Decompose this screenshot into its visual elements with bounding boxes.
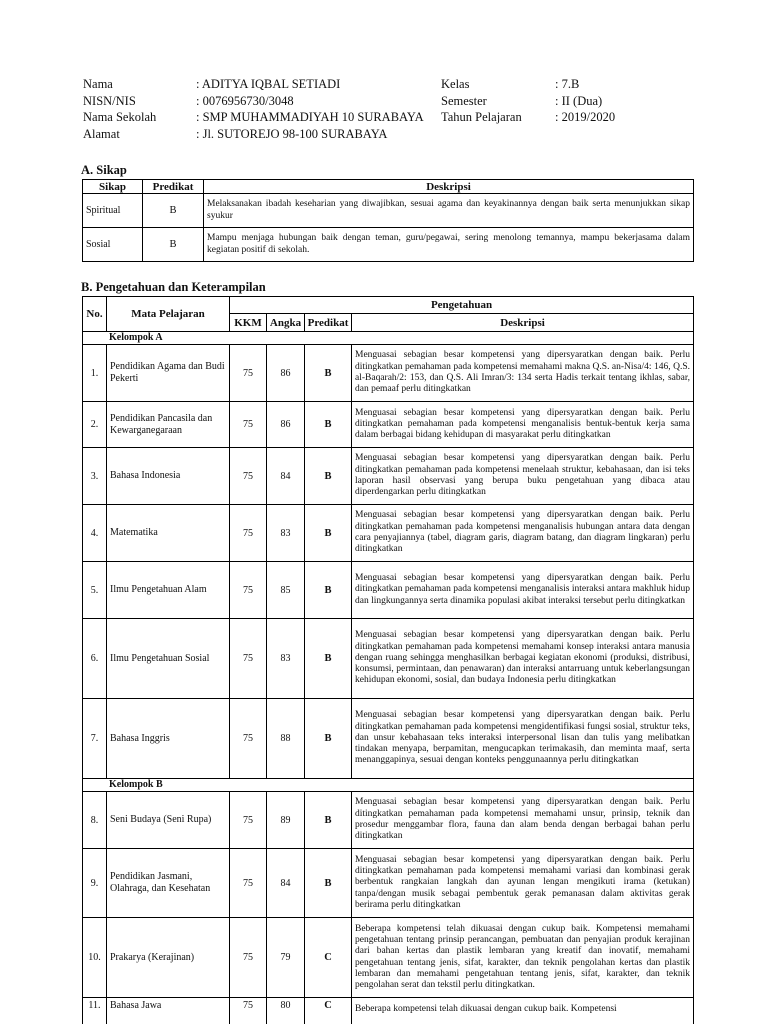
row-score: 85 — [267, 562, 305, 619]
row-kkm: 75 — [230, 849, 267, 918]
semester-label: Semester — [441, 93, 487, 108]
school-value: : SMP MUHAMMADIYAH 10 SURABAYA — [196, 110, 424, 124]
row-predicate: B — [305, 448, 352, 505]
row-kkm: 75 — [230, 619, 267, 699]
row-no: 4. — [83, 505, 107, 562]
row-predicate: B — [305, 792, 352, 849]
info-row-address — [83, 126, 615, 143]
row-score: 83 — [267, 505, 305, 562]
row-kkm: 75 — [230, 402, 267, 448]
header-description: Deskripsi — [352, 314, 694, 332]
row-no: 3. — [83, 448, 107, 505]
group-row — [83, 779, 694, 792]
table-row — [83, 345, 694, 402]
sikap-predicate: B — [143, 228, 204, 262]
row-subject: Matematika — [107, 505, 230, 562]
sikap-header-predicate: Predikat — [143, 180, 204, 194]
row-kkm: 75 — [230, 345, 267, 402]
row-score: 86 — [267, 402, 305, 448]
row-kkm: 75 — [230, 562, 267, 619]
row-no: 1. — [83, 345, 107, 402]
row-subject: Bahasa Indonesia — [107, 448, 230, 505]
row-kkm: 75 — [230, 998, 267, 1024]
row-score: 79 — [267, 918, 305, 998]
sikap-header-row — [83, 180, 694, 194]
row-kkm: 75 — [230, 448, 267, 505]
header-no: No. — [83, 297, 107, 332]
header-predicate: Predikat — [305, 314, 352, 332]
table-row — [83, 562, 694, 619]
row-predicate: B — [305, 619, 352, 699]
row-subject: Seni Budaya (Seni Rupa) — [107, 792, 230, 849]
row-predicate: C — [305, 918, 352, 998]
sikap-description: Mampu menjaga hubungan baik dengan teman, guru/pegawai, sering menolong temannya, mampu bekerjasama dalam kegiatan positif di sekolah. — [204, 228, 694, 262]
row-subject: Ilmu Pengetahuan Alam — [107, 562, 230, 619]
row-predicate: B — [305, 562, 352, 619]
sikap-header-description: Deskripsi — [204, 180, 694, 194]
row-score: 84 — [267, 448, 305, 505]
address-label: Alamat — [83, 126, 120, 141]
row-subject: Pendidikan Jasmani, Olahraga, dan Kesehatan — [107, 849, 230, 918]
table-row — [83, 448, 694, 505]
row-predicate: B — [305, 505, 352, 562]
sikap-predicate: B — [143, 194, 204, 228]
group-b-label: Kelompok B — [83, 779, 694, 792]
year-label: Tahun Pelajaran — [441, 110, 522, 124]
row-description: Menguasai sebagian besar kompetensi yang dipersyaratkan dengan baik. Perlu ditingkatkan pemahaman pada kompetensi memahami makna Q.S. an-Nisa/4: 146, Q.S. al-Baqarah/2: 153, dan Q.S. Ali Imran/3: 134 serta Hadis terkait tentang ikhlas, sabar, dan pemaaf perlu ditingkatkan — [352, 345, 694, 402]
knowledge-table — [82, 296, 694, 1024]
table-row — [83, 849, 694, 918]
row-description: Menguasai sebagian besar kompetensi yang dipersyaratkan dengan baik. Perlu ditingkatkan pemahaman pada kompetensi memahami konsep interaksi antara manusia dengan ruang sehingga menghasilkan berbagai kegiatan ekonomi (produksi, distribusi, konsumsi, permintaan, dan penawaran) dan interaksi antarruang untuk keberlangsungan kehidupan ekonomi, sosial, dan budaya Indonesia perlu ditingkatkan — [352, 619, 694, 699]
student-info — [83, 76, 615, 142]
row-description: Menguasai sebagian besar kompetensi yang dipersyaratkan dengan baik. Perlu ditingkatkan pemahaman pada kompetensi menelaah struktur, kebahasaan, dan isi teks laporan hasil observasi yang berupa buku pengetahuan yang dibaca atau diperdengarkan perlu ditingkatkan — [352, 448, 694, 505]
table-row — [83, 505, 694, 562]
row-score: 89 — [267, 792, 305, 849]
year-value: : 2019/2020 — [555, 110, 616, 124]
info-row-name — [83, 76, 615, 93]
name-value: : ADITYA IQBAL SETIADI — [196, 77, 341, 91]
row-predicate: C — [305, 998, 352, 1024]
row-subject: Prakarya (Kerajinan) — [107, 918, 230, 998]
row-score: 84 — [267, 849, 305, 918]
row-kkm: 75 — [230, 505, 267, 562]
row-description: Menguasai sebagian besar kompetensi yang dipersyaratkan dengan baik. Perlu ditingkatkan pemahaman pada kompetensi memahami unsur, prinsip, teknik dan prosedur menggambar flora, fauna dan alam benda dengan berbagai bahan perlu ditingkatkan — [352, 792, 694, 849]
class-value: : 7.B — [555, 77, 580, 91]
address-value: : Jl. SUTOREJO 98-100 SURABAYA — [196, 126, 388, 141]
sikap-description: Melaksanakan ibadah keseharian yang diwajibkan, sesuai agama dan keyakinannya dengan baik serta menunjukkan sikap syukur — [204, 194, 694, 228]
info-row-nisn — [83, 93, 615, 110]
sikap-table — [82, 179, 694, 262]
table-row — [83, 918, 694, 998]
header-score: Angka — [267, 314, 305, 332]
knowledge-section-title: B. Pengetahuan dan Keterampilan — [81, 280, 266, 294]
row-description: Menguasai sebagian besar kompetensi yang dipersyaratkan dengan baik. Perlu ditingkatkan pemahaman pada kompetensi menganalisis hubungan antara data dengan cara penyajiannya (tabel, diagram garis, diagram batang, dan diagram lingkaran) perlu ditingkatkan — [352, 505, 694, 562]
row-description: Beberapa kompetensi telah dikuasai dengan cukup baik. Kompetensi memahami pengetahuan tentang prinsip perancangan, pembuatan dan penyajian produk kerajinan dari bahan kertas dan plastik lembaran yang kreatif dan inovatif, memahami pengetahuan tentang jenis, sifat, karakter, dan teknik pengolahan kertas dan plastik lembaran dan memahami pengetahuan tentang jenis, sifat, karakter, dan teknik pengolahan serat dan tekstil perlu ditingkatkan. — [352, 918, 694, 998]
semester-value: : II (Dua) — [555, 93, 603, 108]
table-row — [83, 998, 694, 1024]
info-row-school — [83, 109, 615, 126]
sikap-aspect: Spiritual — [83, 194, 143, 228]
row-kkm: 75 — [230, 699, 267, 779]
row-subject: Pendidikan Agama dan Budi Pekerti — [107, 345, 230, 402]
row-subject: Bahasa Jawa — [107, 998, 230, 1024]
row-no: 11. — [83, 998, 107, 1024]
group-a-label: Kelompok A — [83, 332, 694, 345]
row-score: 80 — [267, 998, 305, 1024]
table-row — [83, 699, 694, 779]
knowledge-header-row — [83, 297, 694, 314]
row-no: 8. — [83, 792, 107, 849]
row-no: 9. — [83, 849, 107, 918]
row-no: 6. — [83, 619, 107, 699]
table-row — [83, 792, 694, 849]
row-predicate: B — [305, 345, 352, 402]
header-knowledge-group: Pengetahuan — [230, 297, 694, 314]
row-no: 7. — [83, 699, 107, 779]
sikap-row — [83, 194, 694, 228]
row-no: 5. — [83, 562, 107, 619]
sikap-row — [83, 228, 694, 262]
header-subject: Mata Pelajaran — [107, 297, 230, 332]
row-score: 83 — [267, 619, 305, 699]
row-no: 10. — [83, 918, 107, 998]
row-description: Menguasai sebagian besar kompetensi yang dipersyaratkan dengan baik. Perlu ditingkatkan pemahaman pada kompetensi mengidentifikasi fungsi sosial, struktur teks, dan unsur kebahasaan teks interaksi interpersonal lisan dan tulis yang melibatkan tindakan menyapa, berpamitan, mengucapkan terimakasih, dan meminta maaf, serta menanggapinya, sesuai dengan konteks penggunaannya perlu ditingkatkan — [352, 699, 694, 779]
name-label: Nama — [83, 77, 113, 91]
nisn-value: : 0076956730/3048 — [196, 93, 294, 108]
row-predicate: B — [305, 402, 352, 448]
sikap-header-aspect: Sikap — [83, 180, 143, 194]
row-predicate: B — [305, 699, 352, 779]
group-row — [83, 332, 694, 345]
school-label: Nama Sekolah — [83, 110, 157, 124]
table-row — [83, 619, 694, 699]
row-description: Menguasai sebagian besar kompetensi yang dipersyaratkan dengan baik. Perlu ditingkatkan pemahaman pada kompetensi menganalisis interaksi antara makhluk hidup dan lingkungannya serta dinamika populasi akibat interaksi tersebut perlu ditingkatkan — [352, 562, 694, 619]
row-description: Menguasai sebagian besar kompetensi yang dipersyaratkan dengan baik. Perlu ditingkatkan pemahaman pada kompetensi memahami variasi dan kombinasi gerak berbentuk rangkaian langkah dan ayunan lengan mengikuti irama (ketukan) tanpa/dengan musik sebagai pembentuk gerak pemanasan dalam aktivitas gerak berirama perlu ditingkatkan — [352, 849, 694, 918]
sikap-section-title: A. Sikap — [81, 163, 127, 177]
row-kkm: 75 — [230, 792, 267, 849]
row-score: 88 — [267, 699, 305, 779]
row-subject: Pendidikan Pancasila dan Kewarganegaraan — [107, 402, 230, 448]
sikap-aspect: Sosial — [83, 228, 143, 262]
table-row — [83, 402, 694, 448]
class-label: Kelas — [441, 77, 470, 91]
row-predicate: B — [305, 849, 352, 918]
row-subject: Bahasa Inggris — [107, 699, 230, 779]
row-no: 2. — [83, 402, 107, 448]
row-description: Menguasai sebagian besar kompetensi yang dipersyaratkan dengan baik. Perlu ditingkatkan pemahaman pada kompetensi menganalisis bentuk-bentuk kerja sama dalam berbagai bidang kehidupan di masyarakat perlu ditingkatkan — [352, 402, 694, 448]
row-kkm: 75 — [230, 918, 267, 998]
nisn-label: NISN/NIS — [83, 93, 136, 108]
row-score: 86 — [267, 345, 305, 402]
header-kkm: KKM — [230, 314, 267, 332]
row-description: Beberapa kompetensi telah dikuasai dengan cukup baik. Kompetensi — [352, 998, 694, 1024]
row-subject: Ilmu Pengetahuan Sosial — [107, 619, 230, 699]
